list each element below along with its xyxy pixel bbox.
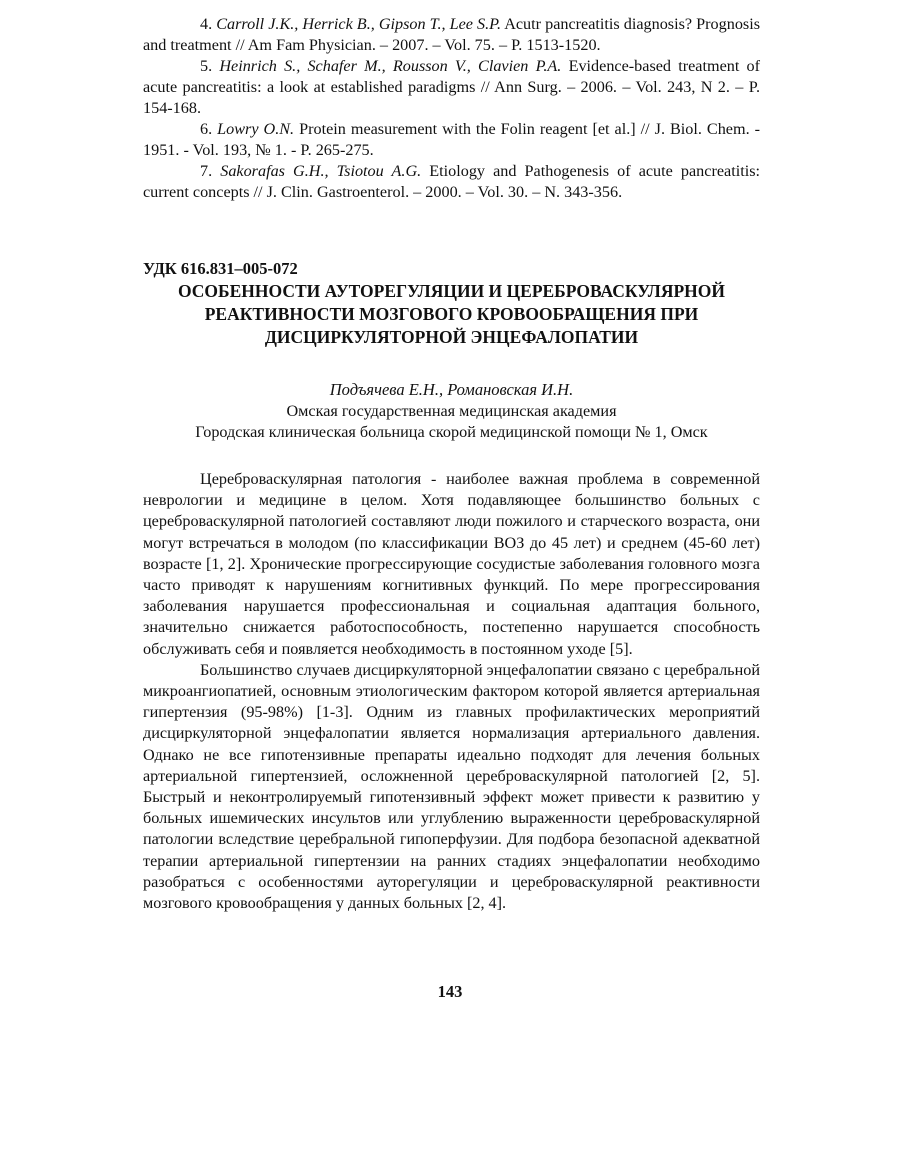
page-number: 143 [437,982,463,1001]
article-body [143,469,760,914]
body-paragraph: Большинство случаев дисциркуляторной энцефалопатии связано с церебральной микроангиопатией, основным этиологическим фактором которой является артериальная гипертензия (95-98%) [1-3]. Одним из главных профилактических мероприятий дисциркуляторной энцефалопатии является нормализация артериального давления. Однако не все гипотензивные препараты идеально подходят для лечения больных артериальной гипертензией, осложненной цереброваскулярной патологией [2, 5]. Быстрый и неконтролируемый гипотензивный эффект может привести к развитию у больных ишемических инсультов или углублению выраженности цереброваскулярной патологии вследствие церебральной гипоперфузии. Для подбора безопасной адекватной терапии артериальной гипертензии на ранних стадиях энцефалопатии необходимо разобраться с особенностями ауторегуляции и цереброваскулярной реактивности мозгового кровообращения у данных больных [2, 4]. [143,660,760,913]
reference-authors: Sakorafas G.H., Tsiotou A.G. [220,162,422,180]
udk-code: УДК 616.831–005-072 [143,259,298,278]
reference-authors: Lowry O.N. [217,120,295,138]
reference-text: Acutr pancreatitis diagnosis? Prognosis and treatment // Am Fam Physician. – 2007. – Vol. 75. – P. 1513-1520. [143,15,761,54]
reference-item [143,56,760,119]
reference-number: 4. [200,15,213,33]
document-page [143,14,760,914]
reference-number: 6. [200,120,213,138]
reference-text: Evidence-based treatment of acute pancreatitis: a look at established paradigms // Ann Surg. – 2006. – Vol. 243, N 2. – P. 154-168. [143,57,761,117]
article-authors: Подъячева Е.Н., Романовская И.Н. [329,380,574,399]
reference-item [143,14,760,56]
reference-list [143,14,760,203]
body-paragraph: Цереброваскулярная патология - наиболее важная проблема в современной неврологии и медицине в целом. Хотя подавляющее большинство больных с цереброваскулярной патологией составляют люди пожилого и старческого возраста, они могут встречаться в молодом (по классификации ВОЗ до 45 лет) и среднем (45-60 лет) возрасте [1, 2]. Хронические прогрессирующие сосудистые заболевания головного мозга часто приводят к нарушениям когнитивных функций. По мере прогрессирования заболевания нарушается профессиональная и социальная адаптация больного, значительно снижается работоспособность, постепенно нарушается способность обслуживать себя и появляется необходимость в постоянном уходе [5]. [143,470,760,658]
reference-item [143,119,760,161]
reference-authors: Carroll J.K., Herrick B., Gipson T., Lee S.P. [216,15,502,33]
affiliation-academy: Омская государственная медицинская академия [286,402,617,420]
article-title: ОСОБЕННОСТИ АУТОРЕГУЛЯЦИИ И ЦЕРЕБРОВАСКУЛЯРНОЙ РЕАКТИВНОСТИ МОЗГОВОГО КРОВООБРАЩЕНИЯ ПРИ ДИСЦИРКУЛЯТОРНОЙ ЭНЦЕФАЛОПАТИИ [177,281,726,347]
reference-text: Protein measurement with the Folin reagent [et al.] // J. Biol. Chem. - 1951. - Vol. 193, № 1. - P. 265-275. [143,120,761,159]
reference-text: Etiology and Pathogenesis of acute pancreatitis: current concepts // J. Clin. Gastroenterol. – 2000. – Vol. 30. – N. 343-356. [143,162,761,201]
reference-number: 5. [200,57,213,75]
reference-authors: Heinrich S., Schafer M., Rousson V., Clavien P.A. [219,57,562,75]
reference-item [143,161,760,203]
affiliation-hospital: Городская клиническая больница скорой медицинской помощи № 1, Омск [195,423,708,441]
reference-number: 7. [200,162,213,180]
